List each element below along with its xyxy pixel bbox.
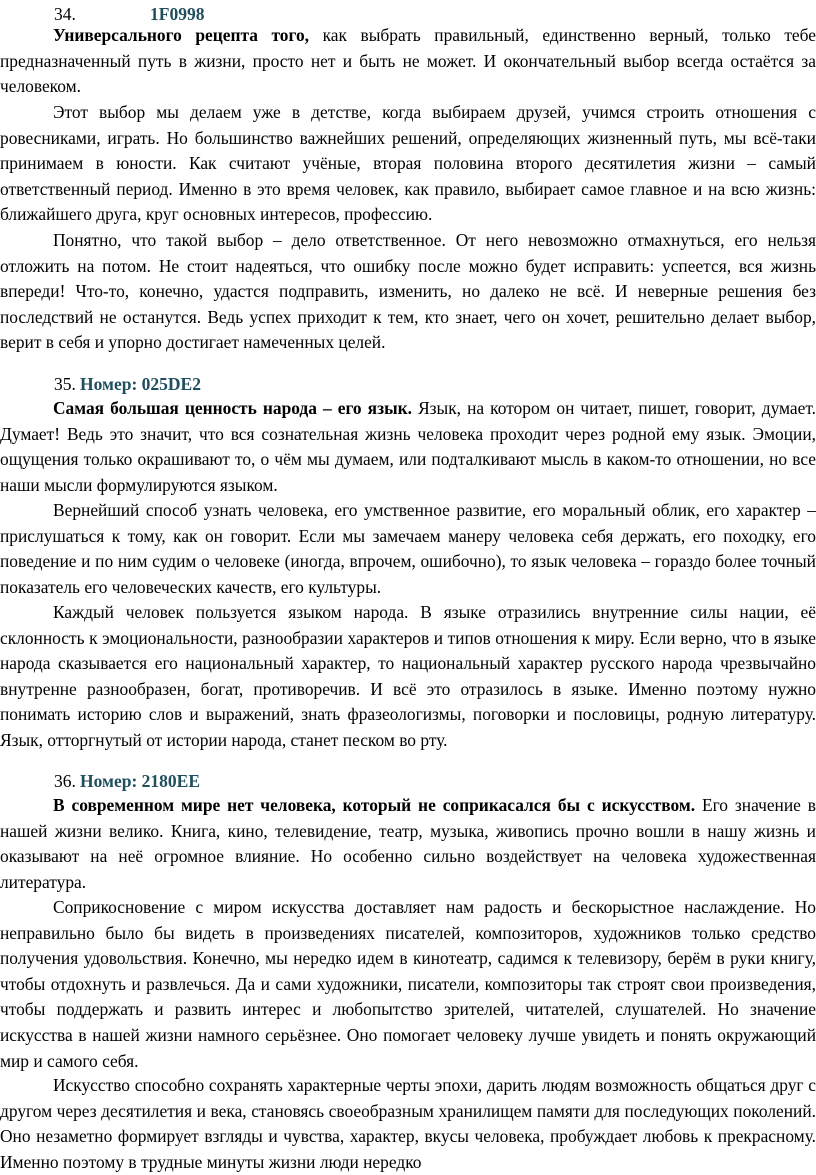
section-header	[54, 374, 201, 394]
paragraph	[0, 228, 816, 356]
paragraph-lead: В современном мире нет человека, который не соприкасался бы с искусством.	[53, 795, 696, 815]
paragraph-text: Язык, на котором он читает, пишет, говорит, думает. Думает! Ведь это значит, что вся сознательная жизнь человека проходит через родной ему язык. Эмоции, ощущения только окрашивают то, о чём мы думаем, или подталкивают мысль в каком-то отношении, но все наши мысли формулируются языком.	[0, 398, 816, 495]
paragraph-lead: Универсального рецепта того,	[53, 25, 310, 45]
paragraph-text: как выбрать правильный, единственно верный, только тебе предназначенный путь в жизни, просто нет и быть не может. И окончательный выбор всегда остаётся за человеком.	[0, 25, 816, 97]
paragraph-text: Искусство способно сохранять характерные черты эпохи, дарить людям возможность общаться друг с другом через десятилетия и века, становясь своеобразным хранилищем памяти для последующих поколений. Оно незаметно формирует взгляды и чувства, характер, вкусы человека, пробуждает любовь к прекрасному. Именно поэтому в трудные минуты жизни люди нередко	[0, 1075, 816, 1172]
paragraph-text: Каждый человек пользуется языком народа. В языке отразились внутренние силы нации, её склонность к эмоциональности, разнообразии характеров и типов отношения к миру. Если верно, что в языке народа сказывается его национальный характер, то национальный характер русского народа чрезвычайно внутренне разнообразен, богат, противоречив. И всё это отразилось в языке. Именно поэтому нужно понимать историю слов и выражений, знать фразеологизмы, поговорки и пословицы, родную литературу. Язык, отторгнутый от истории народа, станет песком во рту.	[0, 602, 816, 750]
section-number: 34.	[54, 4, 76, 24]
paragraph	[0, 100, 816, 228]
section-number: 36.	[54, 771, 76, 791]
section-header	[54, 4, 204, 24]
paragraph-text: Понятно, что такой выбор – дело ответственное. От него невозможно отмахнуться, его нельзя отложить на потом. Не стоит надеяться, что ошибку после можно будет исправить: успеется, вся жизнь впереди! Что-то, конечно, удастся подправить, изменить, но далеко не всё. И неверные решения без последствий не останутся. Ведь успех приходит к тем, кто знает, чего он хочет, решительно делает выбор, верит в себя и упорно достигает намеченных целей.	[0, 230, 816, 353]
section-number: 35.	[54, 374, 76, 394]
paragraph	[0, 895, 816, 1074]
paragraph	[0, 600, 816, 754]
paragraph-lead: Самая большая ценность народа – его язык.	[53, 398, 413, 418]
section-header	[54, 771, 200, 791]
paragraph-text: Вернейший способ узнать человека, его умственное развитие, его моральный облик, его характер – прислушаться к тому, как он говорит. Если мы замечаем манеру человека себя держать, его походку, его поведение и по ним судим о человеке (иногда, впрочем, ошибочно), то язык человека – гораздо более точный показатель его человеческих качеств, его культуры.	[0, 500, 816, 597]
paragraph	[0, 793, 816, 895]
paragraph-text: Соприкосновение с миром искусства доставляет нам радость и бескорыстное наслаждение. Но неправильно было бы видеть в произведениях писателей, композиторов, художников только средство получения удовольствия. Конечно, мы нередко идем в кинотеатр, садимся к телевизору, берём в руки книгу, чтобы отдохнуть и развлечься. Да и сами художники, писатели, композиторы так строят свои произведения, чтобы поддержать и развить интерес и любопытство зрителей, читателей, слушателей. Но значение искусства в нашей жизни намного серьёзнее. Оно помогает человеку лучше увидеть и понять окружающий мир и самого себя.	[0, 897, 816, 1071]
paragraph	[0, 498, 816, 600]
paragraph-text: Его значение в нашей жизни велико. Книга, кино, телевидение, театр, музыка, живопись прочно вошли в нашу жизнь и оказывают на неё огромное влияние. Но особенно сильно воздействует на человека художественная литература.	[0, 795, 816, 892]
task-code: 1F0998	[150, 4, 205, 24]
paragraph	[0, 23, 816, 100]
paragraph	[0, 1073, 816, 1175]
task-code: Номер: 2180EE	[80, 771, 200, 791]
paragraph-text: Этот выбор мы делаем уже в детстве, когда выбираем друзей, учимся строить отношения с ровесниками, играть. Но большинство важнейших решений, определяющих жизненный путь, мы всё-таки принимаем в юности. Как считают учёные, вторая половина второго десятилетия жизни – самый ответственный период. Именно в это время человек, как правило, выбирает самое главное и на всю жизнь: ближайшего друга, круг основных интересов, профессию.	[0, 102, 816, 225]
paragraph	[0, 396, 816, 498]
task-code: Номер: 025DE2	[80, 374, 201, 394]
